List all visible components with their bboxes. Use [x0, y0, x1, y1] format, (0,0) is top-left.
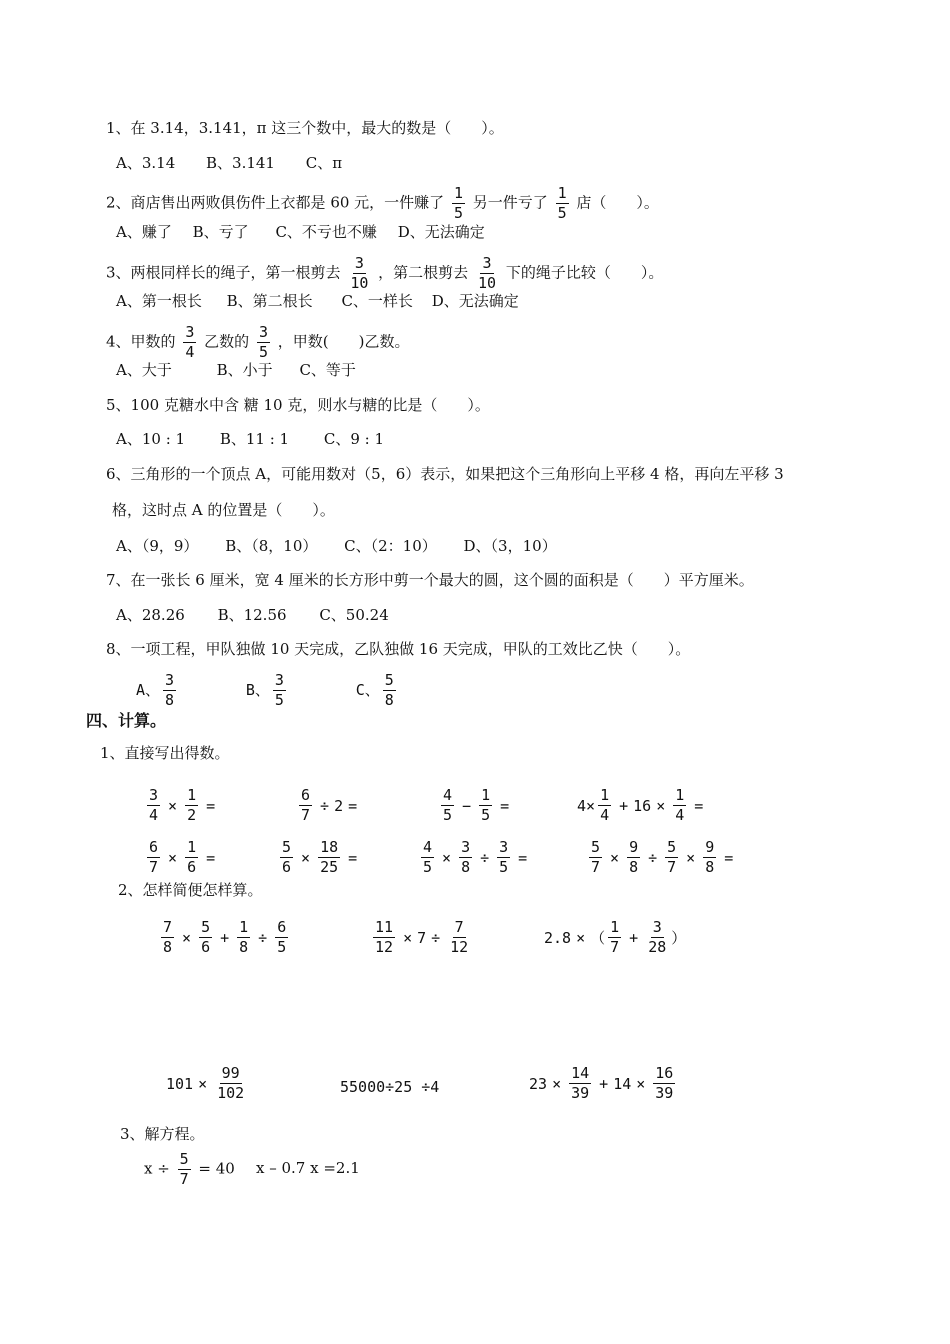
q1-option-c[interactable]: C、π	[305, 154, 343, 172]
q8-option-a[interactable]: A、 $\frac{3}{8}$	[136, 671, 175, 709]
q2-fraction-1: $\frac{1}{5}$	[453, 184, 463, 222]
q6-option-c[interactable]: C、（2：10）	[344, 537, 437, 555]
calc1-expr-7: $\frac{4}{5}$ × $\frac{3}{8}$ ÷ $\frac{3}{5}$ =	[423, 838, 528, 876]
q1-option-a[interactable]: A、3.14	[116, 154, 176, 172]
question-7-options	[116, 605, 389, 625]
q5-option-c[interactable]: C、9 : 1	[323, 430, 385, 448]
q1-option-b[interactable]: B、3.141	[206, 154, 275, 172]
calc2-expr-2: $\frac{11}{12}$ × 7 ÷ $\frac{7}{12}$	[375, 918, 469, 956]
q2-text-1: 2、商店售出两败俱伤件上衣都是 60 元，一件赚了	[106, 193, 445, 212]
q2-option-b[interactable]: B、亏了	[192, 223, 249, 241]
question-7: 7、在一张长 6 厘米，宽 4 厘米的长方形中剪一个最大的圆，这个圆的面积是（ ）平方厘米。	[106, 571, 754, 589]
question-3-options	[116, 291, 519, 311]
calc1-expr-3: $\frac{4}{5}$ − $\frac{1}{5}$ =	[443, 786, 510, 824]
question-4	[106, 325, 409, 360]
question-1: 1、在 3.14，3.141，π 这三个数中，最大的数是（ ）。	[106, 119, 504, 137]
equation-2: x – 0.7 x =2.1	[256, 1159, 360, 1177]
calc2-expr-5: 55000÷25 ÷4	[340, 1078, 440, 1096]
q3-fraction-2: $\frac{3}{10}$	[477, 254, 497, 292]
q2-text-3: 店（ ）。	[576, 193, 659, 212]
question-5-options	[116, 429, 384, 449]
question-2-options	[116, 222, 485, 242]
q4-fraction-1: $\frac{3}{4}$	[185, 323, 195, 361]
question-4-options	[116, 360, 356, 380]
q6-option-d[interactable]: D、（3，10）	[463, 537, 557, 555]
q4-option-b[interactable]: B、小于	[216, 361, 273, 379]
calc3-title: 3、解方程。	[120, 1125, 205, 1143]
calc1-expr-5: $\frac{6}{7}$ × $\frac{1}{6}$ =	[149, 838, 216, 876]
q4-fraction-2: $\frac{3}{5}$	[258, 323, 268, 361]
question-6-options	[116, 536, 557, 556]
q4-option-a[interactable]: A、大于	[116, 361, 172, 379]
q2-text-2: 另一件亏了	[472, 193, 548, 212]
calc2-expr-4: 101 × $\frac{99}{102}$	[166, 1064, 245, 1102]
q3-text-3: 下的绳子比较（ ）。	[505, 263, 664, 282]
question-6-line-1: 6、三角形的一个顶点 A，可能用数对（5，6）表示，如果把这个三角形向上平移 4 格，再向左平移 3	[106, 465, 784, 483]
calc1-expr-4: 4× $\frac{1}{4}$ + 16 × $\frac{1}{4}$ =	[577, 786, 704, 824]
q3-option-b[interactable]: B、第二根长	[226, 292, 313, 310]
q2-option-d[interactable]: D、无法确定	[397, 223, 485, 241]
q7-option-b[interactable]: B、12.56	[217, 606, 287, 624]
q3-option-a[interactable]: A、第一根长	[116, 292, 202, 310]
calc1-expr-2: $\frac{6}{7}$ ÷ 2 =	[301, 786, 358, 824]
q4-text-1: 4、甲数的	[106, 332, 176, 351]
q2-option-c[interactable]: C、不亏也不赚	[275, 223, 377, 241]
calc1-title: 1、直接写出得数。	[100, 744, 230, 762]
q5-option-b[interactable]: B、11 : 1	[219, 430, 290, 448]
q2-option-a[interactable]: A、赚了	[116, 223, 172, 241]
question-8-options	[136, 673, 399, 708]
question-3	[106, 256, 663, 291]
q3-option-d[interactable]: D、无法确定	[431, 292, 519, 310]
q6-option-a[interactable]: A、（9，9）	[116, 537, 199, 555]
q8-option-c[interactable]: C、 $\frac{5}{8}$	[355, 671, 394, 709]
calc1-expr-1: $\frac{3}{4}$ × $\frac{1}{2}$ =	[149, 786, 216, 824]
q8-option-b[interactable]: B、 $\frac{3}{5}$	[245, 671, 284, 709]
question-5: 5、100 克糖水中含 糖 10 克，则水与糖的比是（ ）。	[106, 396, 490, 414]
q7-option-a[interactable]: A、28.26	[116, 606, 185, 624]
question-6-line-2: 格，这时点 A 的位置是（ ）。	[112, 501, 335, 519]
calc1-expr-8: $\frac{5}{7}$ × $\frac{9}{8}$ ÷ $\frac{5}{7}$ × $\frac{9}{8}$ =	[591, 838, 734, 876]
q7-option-c[interactable]: C、50.24	[319, 606, 389, 624]
q4-text-3: ，甲数( )乙数。	[277, 332, 410, 351]
question-1-options	[116, 153, 342, 173]
calc2-expr-3: 2.8 × （ $\frac{1}{7}$ + $\frac{3}{28}$ ）	[544, 918, 687, 956]
calc2-expr-6: 23 × $\frac{14}{39}$ + 14 × $\frac{16}{39}$	[529, 1064, 674, 1102]
q6-option-b[interactable]: B、（8，10）	[225, 537, 318, 555]
equation-1: x ÷ $\frac{5}{7}$ = 40	[144, 1150, 235, 1188]
section-heading-calculation: 四、计算。	[86, 711, 167, 730]
q5-option-a[interactable]: A、10 : 1	[116, 430, 186, 448]
q3-option-c[interactable]: C、一样长	[341, 292, 413, 310]
q3-text-2: ，第二根剪去	[378, 263, 469, 282]
q3-fraction-1: $\frac{3}{10}$	[350, 254, 369, 292]
q2-fraction-2: $\frac{1}{5}$	[557, 184, 567, 222]
q4-option-c[interactable]: C、等于	[299, 361, 356, 379]
calc2-title: 2、怎样简便怎样算。	[118, 881, 263, 899]
question-8: 8、一项工程，甲队独做 10 天完成，乙队独做 16 天完成，甲队的工效比乙快（ ）。	[106, 640, 691, 658]
q3-text-1: 3、两根同样长的绳子，第一根剪去	[106, 263, 341, 282]
question-2	[106, 186, 659, 221]
calc1-expr-6: $\frac{5}{6}$ × $\frac{18}{25}$ =	[282, 838, 358, 876]
calc2-expr-1: $\frac{7}{8}$ × $\frac{5}{6}$ + $\frac{1}{8}$ ÷ $\frac{6}{5}$	[163, 918, 287, 956]
q4-text-2: 乙数的	[204, 332, 250, 351]
